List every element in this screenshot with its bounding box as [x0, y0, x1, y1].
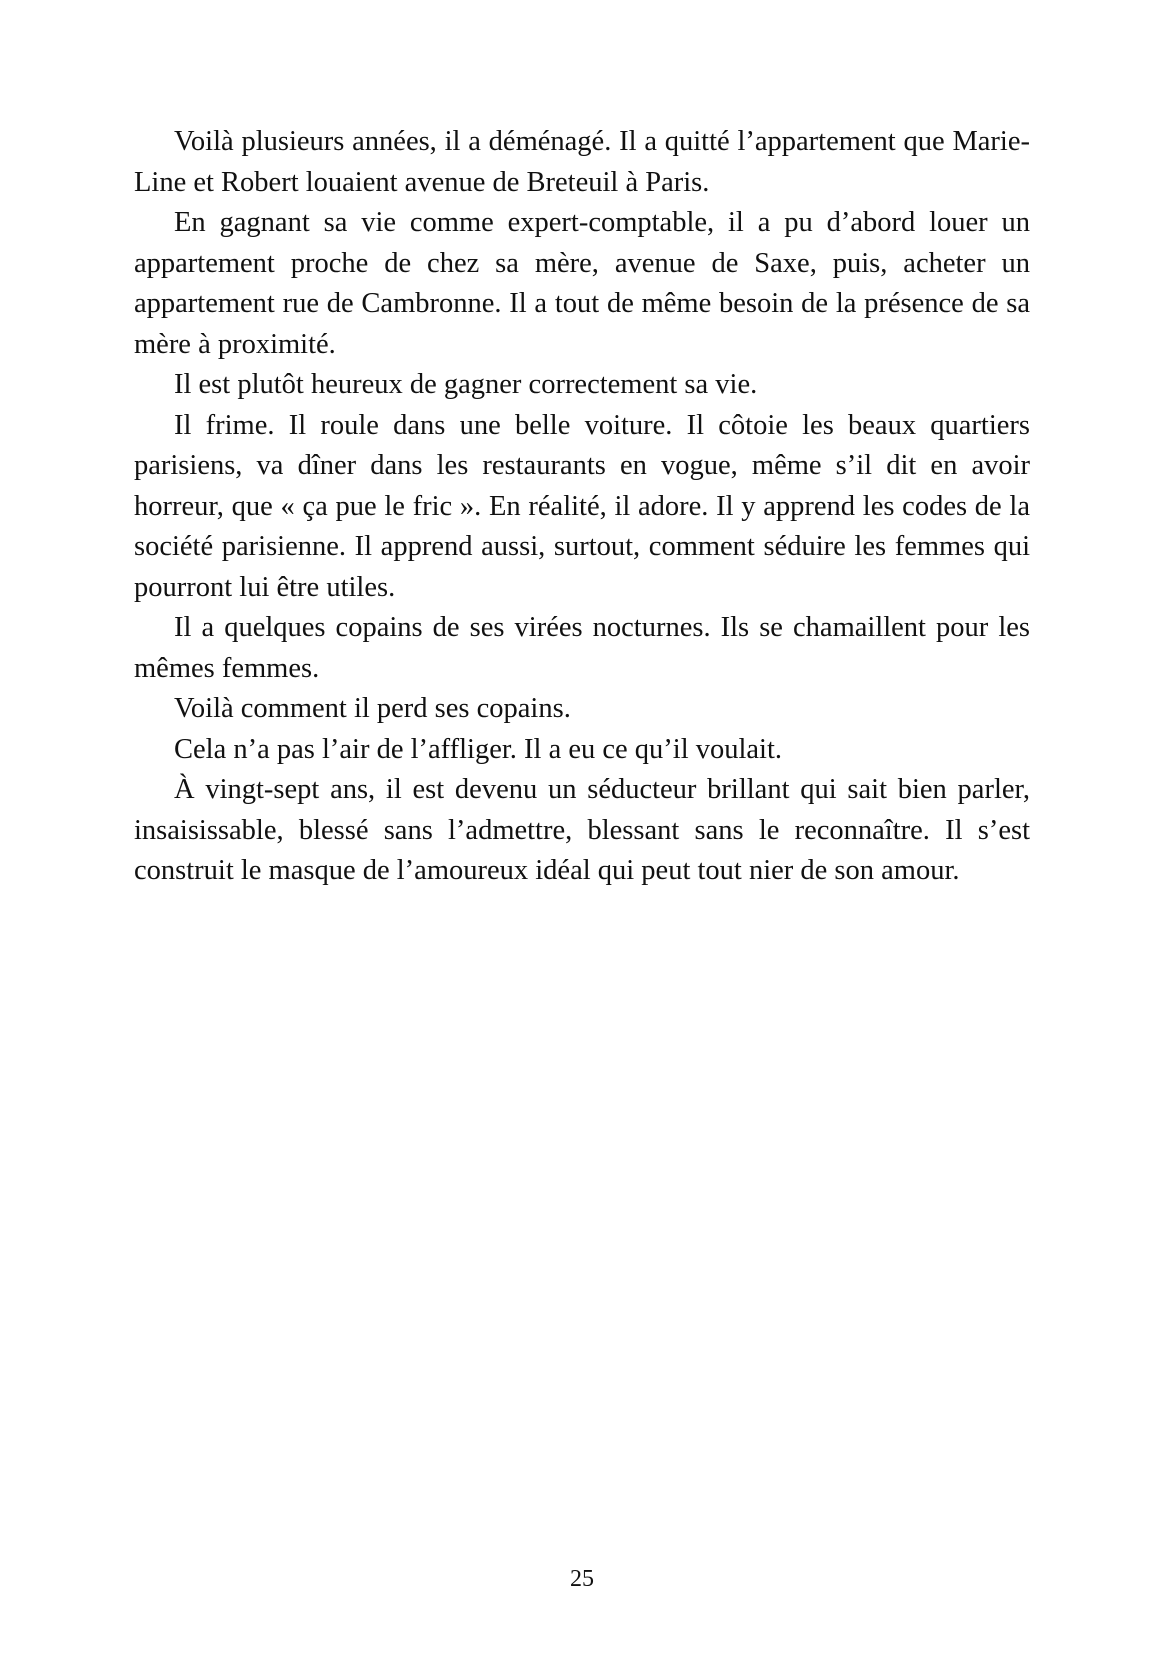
- paragraph: À vingt-sept ans, il est devenu un séducteur brillant qui sait bien parler, insaisissable, blessé sans l’admettre, blessant sans le reconnaître. Il s’est construit le masque de l’amoureux idéal qui peut tout nier de son amour.: [134, 774, 1030, 886]
- paragraph: Voilà plusieurs années, il a déménagé. Il a quitté l’appartement que Marie-Line et Robert louaient avenue de Breteuil à Paris.: [134, 126, 1030, 198]
- page-body-text: [134, 122, 1030, 892]
- paragraph: En gagnant sa vie comme expert-comptable, il a pu d’abord louer un appartement proche de chez sa mère, avenue de Saxe, puis, acheter un appartement rue de Cambronne. Il a tout de même besoin de la présence de sa mère à proximité.: [134, 207, 1030, 360]
- paragraph: Il est plutôt heureux de gagner correctement sa vie.: [174, 369, 758, 400]
- paragraph: Il frime. Il roule dans une belle voiture. Il côtoie les beaux quartiers parisiens, va dîner dans les restaurants en vogue, même s’il dit en avoir horreur, que « ça pue le fric ». En réalité, il adore. Il y apprend les codes de la société parisienne. Il apprend aussi, surtout, comment séduire les femmes qui pourront lui être utiles.: [134, 409, 1030, 603]
- paragraph: Cela n’a pas l’air de l’affliger. Il a eu ce qu’il voulait.: [174, 733, 783, 765]
- page-number: 25: [570, 1566, 594, 1592]
- paragraph: Voilà comment il perd ses copains.: [174, 693, 571, 724]
- paragraph: Il a quelques copains de ses virées nocturnes. Ils se chamaillent pour les mêmes femmes.: [134, 612, 1030, 684]
